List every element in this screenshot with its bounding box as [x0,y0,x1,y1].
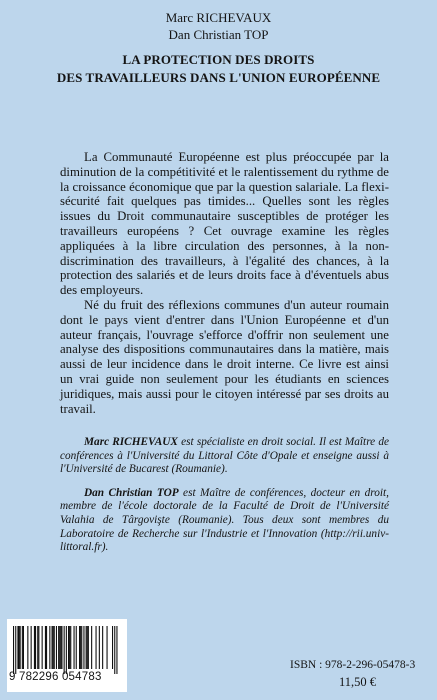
barcode-bar [66,626,67,674]
barcode-bar [42,626,43,669]
barcode-bar [35,626,36,669]
barcode-bar [107,626,108,669]
author-bio [60,436,389,477]
barcode-bar [31,626,32,669]
bio-author-name: Dan Christian TOP [84,486,179,499]
isbn: ISBN : 978-2-296-05478-3 [290,659,416,671]
barcode-bar [23,626,24,669]
barcode-bar [80,626,81,669]
author-bios [60,436,389,565]
price: 11,50 € [339,675,377,689]
author-name: Marc RICHEVAUX [165,10,272,25]
book-title [0,51,437,87]
barcode-bar [56,626,57,669]
barcode-bar [38,626,39,669]
barcode-bar [102,626,103,669]
barcode-bar [88,626,89,669]
barcode-bar [37,626,38,669]
bio-text: est spécialiste en droit social. Il est Maître de conférences à l'Université du Littoral Côte d'Opale et enseigne aussi à l'Université de Bucarest (Roumanie). [60,436,389,476]
barcode-bar [70,626,71,669]
barcode-bar [87,626,88,669]
book-description [60,150,389,416]
barcode-bar [96,626,97,669]
barcode [7,619,127,692]
barcode-bar [15,626,16,674]
barcode-bar [64,626,65,674]
barcode-bar [27,626,28,669]
barcode-bar [99,626,100,669]
author-bio [60,487,389,555]
barcode-bar [76,626,77,669]
barcode-bar [45,626,46,669]
barcode-bar [13,626,14,674]
barcode-bar [79,626,80,669]
barcode-bar [61,626,62,669]
book-title-line: LA PROTECTION DES DROITS [122,52,315,67]
barcode-bar [60,626,61,669]
author-names [0,9,437,43]
barcode-bars [13,626,119,674]
book-title-line: DES TRAVAILLEURS DANS L'UNION EUROPÉENNE [56,70,381,85]
barcode-bar [86,626,87,669]
barcode-bar [58,626,59,669]
description-paragraph: Né du fruit des réflexions communes d'un auteur roumain dont le pays vient d'entrer dans l'Union Européenne et d'un auteur français, l'ouvrage s'efforce d'offrir non seulement une analyse des dispositions communautaires dans la matière, mais aussi de leur incidence dans le droit interne. Ce livre est ainsi un vrai guide non seulement pour les étudiants en sciences juridiques, mais aussi pour le citoyen intéressé par ses droits au travail. [60,297,389,416]
barcode-bar [59,626,60,669]
barcode-bar [91,626,92,669]
barcode-digits: 9 782296 054783 [9,671,102,683]
bio-text: est Maître de conférences, docteur en droit, membre de l'école doctorale de la Faculté de Droit de l'Université Valahia de Târgovişte (Roumanie). Tous deux sont membres du Laboratoire de Recherche sur l'Industrie et l'Innovation (http://rii.univ-littoral.fr). [60,486,389,554]
barcode-bar [69,626,70,669]
barcode-bar [22,626,23,669]
barcode-bar [53,626,54,669]
barcode-bar [46,626,47,669]
author-name: Dan Christian TOP [168,27,269,42]
barcode-bar [52,626,53,669]
barcode-bar [19,626,20,669]
description-paragraph: La Communauté Européenne est plus préoccupée par la diminution de la compétitivité et le ralentissement du rythme de la croissance économique que par la question salariale. La flexi-sécurité fait quelques pas timides... Quelles sont les règles issues du Droit communautaire susceptibles de protéger les travailleurs européens ? Cet ouvrage examine les règles appliquées à la libre circulation des personnes, à la non-discrimination des travailleurs, à l'égalité des chances, à la protection des salariés et de leurs droits face à d'éventuels abus des employeurs. [60,150,389,298]
barcode-bar [17,626,18,669]
barcode-bar [68,626,69,669]
barcode-bar [112,626,113,669]
barcode-bar [81,626,82,669]
barcode-bar [83,626,84,669]
barcode-bar [54,626,55,669]
bio-author-name: Marc RICHEVAUX [84,436,178,448]
barcode-bar [74,626,75,669]
barcode-bar [34,626,35,669]
barcode-bar [49,626,50,669]
barcode-bar [20,626,21,669]
barcode-bar [114,626,115,674]
barcode-bar [116,626,117,674]
